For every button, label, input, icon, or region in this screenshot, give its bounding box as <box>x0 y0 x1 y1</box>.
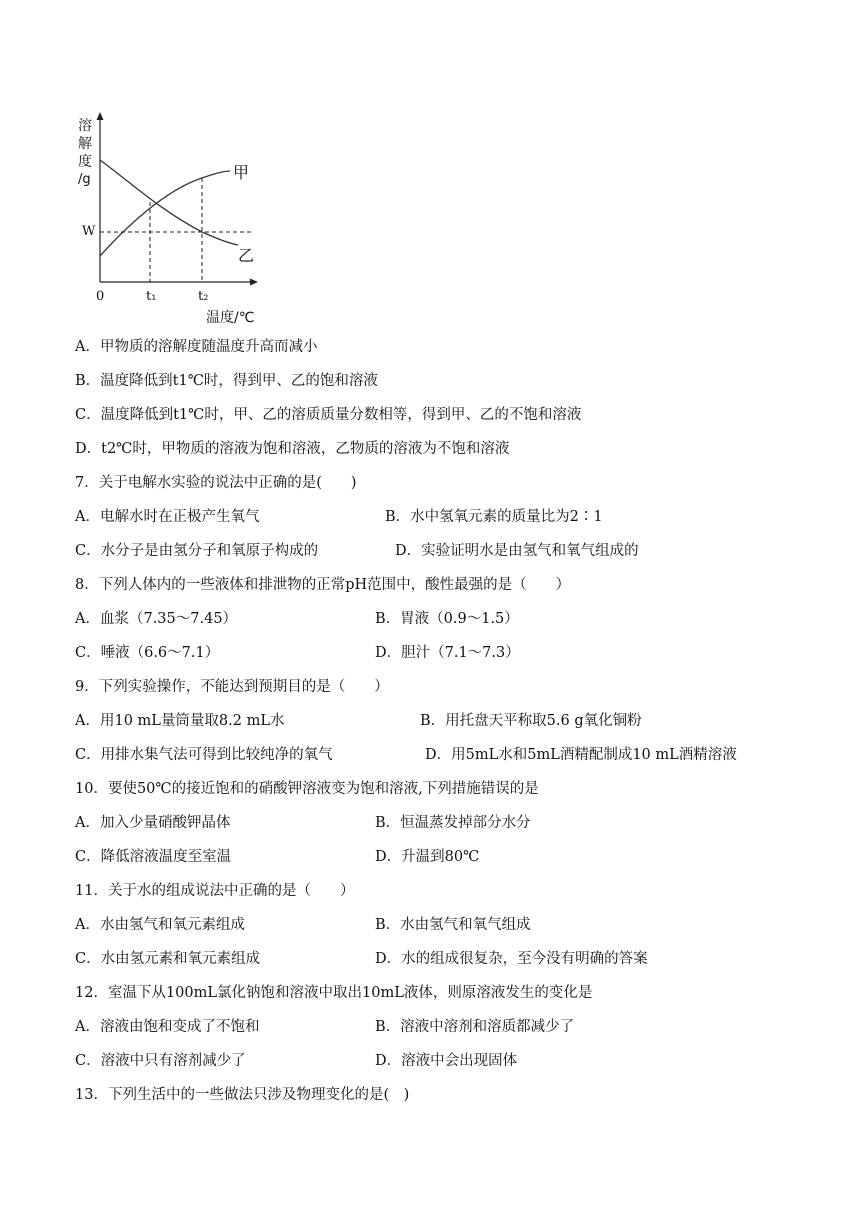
t1-label: t₁ <box>146 289 157 304</box>
q7-options-row <box>75 540 835 574</box>
q8-options-row <box>75 642 835 676</box>
q9-option-d: D．用5mL水和5mL酒精配制成10 mL酒精溶液 <box>425 747 737 763</box>
x-axis-label: 温度/℃ <box>206 310 255 326</box>
t2-label: t₂ <box>198 289 209 304</box>
q9-stem: 9．下列实验操作，不能达到预期目的是（ ） <box>75 679 389 695</box>
question-content <box>75 336 835 1118</box>
q6-option-a: A．甲物质的溶解度随温度升高而减小 <box>75 339 318 355</box>
origin-label: 0 <box>96 289 105 304</box>
q8-option-c: C．唾液（6.6～7.1） <box>75 645 220 661</box>
q11-stem: 11．关于水的组成说法中正确的是（ ） <box>75 883 355 899</box>
q9-options-row <box>75 710 835 744</box>
q11-option-a: A．水由氢气和氧元素组成 <box>75 917 245 933</box>
q7-option-b: B．水中氢氧元素的质量比为2∶1 <box>385 509 603 525</box>
solubility-curve-figure <box>70 110 290 335</box>
q8-option-d: D．胆汁（7.1～7.3） <box>375 645 520 661</box>
w-label: W <box>82 224 96 239</box>
q7-option-a: A．电解水时在正极产生氧气 <box>75 509 260 525</box>
q7-option-c: C．水分子是由氢分子和氧原子构成的 <box>75 543 319 559</box>
q8-option-a: A．血浆（7.35～7.45） <box>75 611 238 627</box>
y-axis-label-2: 解 <box>78 136 92 152</box>
q6-option-d: D．t2℃时，甲物质的溶液为饱和溶液，乙物质的溶液为不饱和溶液 <box>75 441 510 457</box>
q10-option-c: C．降低溶液温度至室温 <box>75 849 232 865</box>
q12-option-a: A．溶液由饱和变成了不饱和 <box>75 1019 260 1035</box>
q11-option-d: D．水的组成很复杂，至今没有明确的答案 <box>375 951 648 967</box>
q8-option-b: B．胃液（0.9～1.5） <box>375 611 519 627</box>
q8-stem: 8．下列人体内的一些液体和排泄物的正常pH范围中，酸性最强的是（ ） <box>75 577 571 593</box>
q13-stem: 13．下列生活中的一些做法只涉及物理变化的是( ) <box>75 1087 410 1103</box>
y-axis-label-3: 度 <box>78 154 92 170</box>
y-axis-label-1: 溶 <box>78 118 92 134</box>
y-axis-label-4: /g <box>78 172 91 187</box>
q12-stem: 12．室温下从100mL氯化钠饱和溶液中取出10mL液体，则原溶液发生的变化是 <box>75 985 593 1001</box>
q10-option-b: B．恒温蒸发掉部分水分 <box>375 815 531 831</box>
q11-options-row <box>75 948 835 982</box>
q9-option-b: B．用托盘天平称取5.6 g氧化铜粉 <box>420 713 642 729</box>
q12-options-row <box>75 1050 835 1084</box>
q9-option-a: A．用10 mL量筒量取8.2 mL水 <box>75 713 285 729</box>
q8-options-row <box>75 608 835 642</box>
curve-yi-label: 乙 <box>238 246 255 265</box>
q7-stem: 7．关于电解水实验的说法中正确的是( ) <box>75 475 357 491</box>
q6-option-c: C．温度降低到t1℃时，甲、乙的溶质质量分数相等，得到甲、乙的不饱和溶液 <box>75 407 582 423</box>
q12-options-row <box>75 1016 835 1050</box>
q9-options-row <box>75 744 835 778</box>
q10-option-a: A．加入少量硝酸钾晶体 <box>75 815 231 831</box>
q10-stem: 10．要使50℃的接近饱和的硝酸钾溶液变为饱和溶液,下列措施错误的是 <box>75 781 539 797</box>
q9-option-c: C．用排水集气法可得到比较纯净的氧气 <box>75 747 333 763</box>
curve-jia-label: 甲 <box>233 163 250 182</box>
q10-options-row <box>75 812 835 846</box>
q12-option-d: D．溶液中会出现固体 <box>375 1053 518 1069</box>
q10-option-d: D．升温到80℃ <box>375 849 480 865</box>
q12-option-c: C．溶液中只有溶剂减少了 <box>75 1053 246 1069</box>
q12-option-b: B．溶液中溶剂和溶质都减少了 <box>375 1019 575 1035</box>
q11-options-row <box>75 914 835 948</box>
q11-option-c: C．水由氢元素和氧元素组成 <box>75 951 261 967</box>
q7-options-row <box>75 506 835 540</box>
y-axis-arrow <box>97 112 104 120</box>
q7-option-d: D．实验证明水是由氢气和氧气组成的 <box>395 543 639 559</box>
q11-option-b: B．水由氢气和氧气组成 <box>375 917 531 933</box>
x-axis-arrow <box>250 279 258 286</box>
q10-options-row <box>75 846 835 880</box>
q6-option-b: B．温度降低到t1℃时，得到甲、乙的饱和溶液 <box>75 373 378 389</box>
curve-jia <box>100 171 230 256</box>
